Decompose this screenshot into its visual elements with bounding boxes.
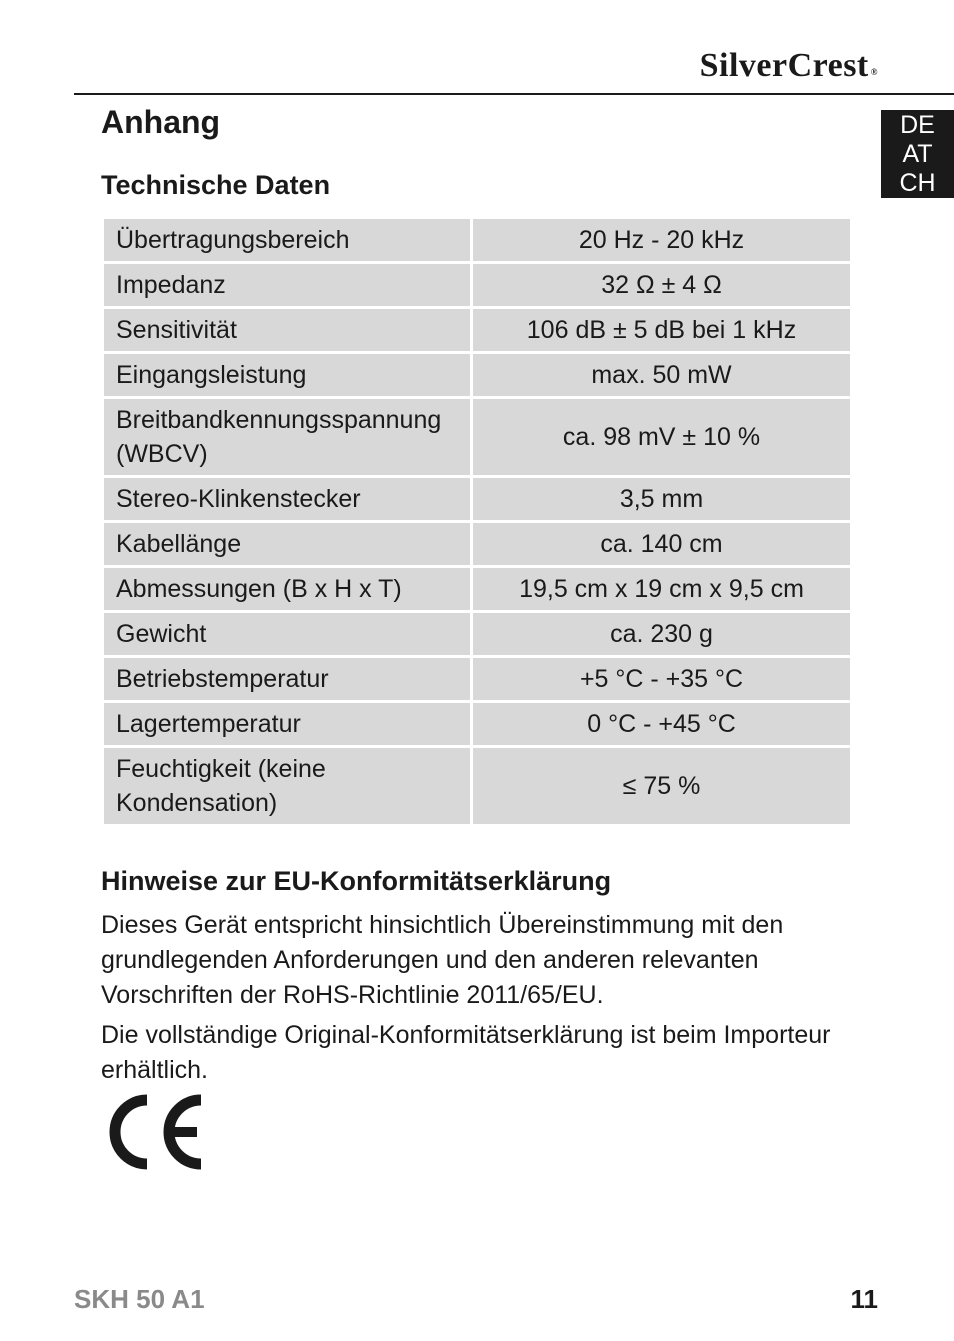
page-number: 11 bbox=[850, 1284, 878, 1314]
language-code: DE bbox=[900, 110, 935, 139]
spec-row bbox=[103, 612, 852, 657]
specs-heading: Technische Daten bbox=[101, 170, 331, 200]
spec-row bbox=[103, 218, 852, 263]
spec-value: 106 dB ± 5 dB bei 1 kHz bbox=[472, 308, 852, 353]
eu-paragraph: Die vollständige Original-Konformitätserklärung ist beim Importeur erhältlich. bbox=[101, 1021, 831, 1084]
spec-label: Stereo-Klinkenstecker bbox=[103, 477, 472, 522]
language-tab bbox=[881, 110, 954, 198]
brand-logo bbox=[700, 44, 878, 88]
spec-row bbox=[103, 263, 852, 308]
spec-value: ≤ 75 % bbox=[472, 747, 852, 826]
spec-label: Kabellänge bbox=[103, 522, 472, 567]
spec-value: 0 °C - +45 °C bbox=[472, 702, 852, 747]
spec-label: Feuchtigkeit (keine Kondensation) bbox=[103, 747, 472, 826]
spec-value: 19,5 cm x 19 cm x 9,5 cm bbox=[472, 567, 852, 612]
header-rule bbox=[74, 93, 954, 95]
footer-model: SKH 50 A1 bbox=[74, 1284, 205, 1314]
spec-row bbox=[103, 522, 852, 567]
spec-value: ca. 140 cm bbox=[472, 522, 852, 567]
spec-label: Eingangsleistung bbox=[103, 353, 472, 398]
spec-row bbox=[103, 353, 852, 398]
spec-label: Lagertemperatur bbox=[103, 702, 472, 747]
spec-label: Gewicht bbox=[103, 612, 472, 657]
spec-value: +5 °C - +35 °C bbox=[472, 657, 852, 702]
spec-label: Abmessungen (B x H x T) bbox=[103, 567, 472, 612]
spec-row bbox=[103, 702, 852, 747]
spec-row bbox=[103, 567, 852, 612]
spec-value: 3,5 mm bbox=[472, 477, 852, 522]
language-code: CH bbox=[899, 168, 936, 197]
spec-value: max. 50 mW bbox=[472, 353, 852, 398]
spec-label: Übertragungsbereich bbox=[103, 218, 472, 263]
spec-row bbox=[103, 747, 852, 826]
spec-label: Impedanz bbox=[103, 263, 472, 308]
eu-heading: Hinweise zur EU-Konformitätserklärung bbox=[101, 866, 612, 896]
spec-label: Sensitivität bbox=[103, 308, 472, 353]
spec-row bbox=[103, 308, 852, 353]
registered-mark: ® bbox=[870, 67, 878, 77]
eu-paragraph: Dieses Gerät entspricht hinsichtlich Übereinstimmung mit den grundlegenden Anforderungen und den anderen relevanten Vorschriften der RoHS-Richtlinie 2011/65/EU. bbox=[101, 911, 784, 1009]
spec-value: 32 Ω ± 4 Ω bbox=[472, 263, 852, 308]
section-title: Anhang bbox=[101, 104, 221, 140]
spec-label: Betriebstemperatur bbox=[103, 657, 472, 702]
brand-name: SilverCrest bbox=[699, 47, 869, 84]
language-code: AT bbox=[902, 139, 933, 168]
spec-value: ca. 230 g bbox=[472, 612, 852, 657]
spec-table bbox=[101, 216, 853, 827]
ce-mark-icon bbox=[101, 1094, 205, 1175]
spec-row bbox=[103, 477, 852, 522]
spec-row bbox=[103, 657, 852, 702]
spec-row bbox=[103, 398, 852, 477]
spec-value: ca. 98 mV ± 10 % bbox=[472, 398, 852, 477]
spec-label: Breitbandkennungsspannung (WBCV) bbox=[103, 398, 472, 477]
spec-value: 20 Hz - 20 kHz bbox=[472, 218, 852, 263]
